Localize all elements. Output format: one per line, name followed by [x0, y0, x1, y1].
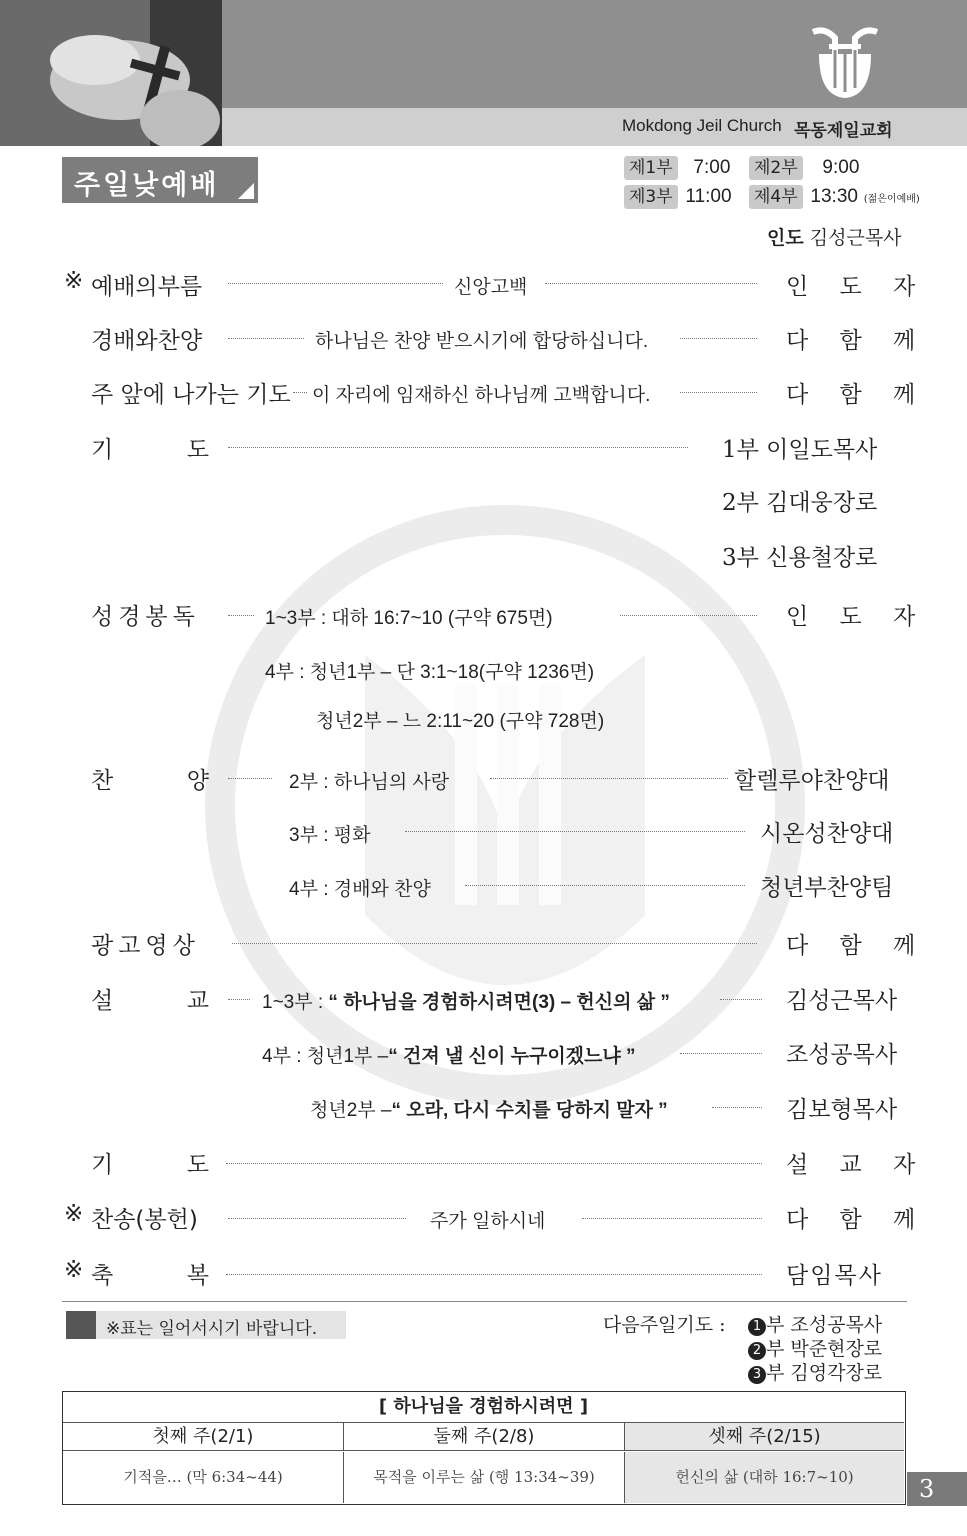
section-divider: [62, 1301, 907, 1302]
prayer-char: 기: [91, 1152, 114, 1178]
next-prayer-1: [748, 1310, 882, 1337]
leader-dots: [680, 1053, 762, 1054]
scripture-reading: 성경봉독: [91, 604, 200, 630]
choir-item-1: 2부 : 하나님의 사랑: [289, 772, 450, 793]
sermon-item-1: [262, 987, 670, 1014]
praise-assignee: 다 함 께: [786, 328, 928, 354]
service-time-1: [624, 156, 730, 180]
closing-prayer-label: [91, 1146, 209, 1179]
leader-dots: [490, 778, 728, 779]
service-label: 제2부: [749, 156, 803, 180]
choir-group-3: 청년부찬양팀: [760, 875, 894, 901]
hymn-assignee: 다 함 께: [786, 1207, 928, 1233]
choir-group-1: 할렐루야찬양대: [734, 768, 890, 794]
standing-note-text: ※표는 일어서시기 바랍니다.: [106, 1319, 318, 1339]
next-prayer-label: 다음주일기도 :: [603, 1314, 726, 1336]
announcement-video: 광고영상: [91, 933, 200, 959]
leader-dots: [226, 1163, 762, 1164]
leader-dots: [405, 831, 745, 832]
leader-dots: [232, 943, 757, 944]
service-label: 제3부: [624, 185, 678, 209]
blessing-label: [91, 1257, 209, 1290]
sermon-title: “ 건져 낼 신이 누구이겠느냐 ”: [388, 1046, 636, 1067]
number-badge: 2: [748, 1342, 766, 1360]
sermon-label: [91, 982, 209, 1015]
series-column-2: 둘째 주(2/8): [344, 1423, 625, 1451]
next-prayer-2: [748, 1334, 882, 1361]
leader-dots: [228, 615, 254, 616]
choir-group-2: 시온성찬양대: [760, 821, 894, 847]
note-square-icon: [66, 1311, 96, 1339]
number-badge: 1: [748, 1318, 766, 1336]
sermon-title: “ 오라, 다시 수치를 당하지 말자 ”: [391, 1100, 668, 1121]
choir-label: [91, 762, 209, 795]
leader-name: 김성근목사: [809, 227, 902, 249]
prayer-assignee-2: 2부 김대웅장로: [722, 490, 878, 516]
leader-dots: [228, 283, 443, 284]
next-prayer-3: [748, 1358, 882, 1385]
series-column-1: 첫째 주(2/1): [63, 1423, 344, 1451]
series-column-3: 셋째 주(2/15): [625, 1423, 904, 1451]
leader-dots: [680, 392, 757, 393]
praise-detail: 하나님은 찬양 받으시기에 합당하십니다.: [315, 331, 649, 352]
service-label: 제1부: [624, 156, 678, 180]
call-detail: 신앙고백: [454, 277, 528, 298]
hymn-offering: 찬송(봉헌): [91, 1207, 198, 1233]
leader-dots: [545, 283, 757, 284]
lyre-icon: [805, 22, 885, 102]
scripture-line-3: 청년2부 – 느 2:11~20 (구약 728면): [316, 711, 605, 732]
leader-dots: [582, 1218, 762, 1219]
prayer-assignee-1: 1부 이일도목사: [722, 437, 878, 463]
sermon-prefix: 4부 : 청년1부 –: [262, 1046, 389, 1067]
leader-dots: [720, 999, 762, 1000]
lyre-watermark-icon: [205, 505, 805, 1105]
prayer-assignee-3: 3부 신용철장로: [722, 545, 878, 571]
call-assignee: 인 도 자: [786, 274, 928, 300]
leader-dots: [228, 1218, 406, 1219]
leader-dots: [226, 1274, 762, 1275]
scripture-line-1: 1~3부 : 대하 16:7~10 (구약 675면): [265, 608, 553, 629]
sermon-prefix: 청년2부 –: [310, 1100, 392, 1121]
leader-dots: [228, 999, 250, 1000]
prayer-char: 도: [186, 437, 209, 463]
leader-dots: [620, 615, 757, 616]
worship-leader: [767, 223, 902, 250]
leader-dots: [465, 885, 745, 886]
corner-triangle-icon: [238, 183, 254, 199]
next-prayer-text: 부 조성공목사: [766, 1314, 883, 1336]
church-name-ko: 목동제일교회: [794, 121, 893, 140]
page-number: 3: [907, 1472, 967, 1506]
sermon-char: 설: [91, 988, 114, 1014]
sermon-prefix: 1~3부 :: [262, 992, 329, 1013]
blessing-assignee: 담임목사: [786, 1263, 883, 1289]
sermon-item-3: [310, 1095, 668, 1122]
service-time-4: [749, 185, 920, 209]
hymn-mark: ※: [64, 1201, 84, 1227]
blessing-char: 복: [186, 1263, 209, 1289]
series-title: [ 하나님을 경험하시려면 ]: [63, 1392, 904, 1423]
scripture-line-2: 4부 : 청년1부 – 단 3:1~18(구약 1236면): [265, 662, 595, 683]
sermon-series-table: [62, 1391, 906, 1505]
approach-prayer: 주 앞에 나가는 기도: [91, 382, 291, 408]
page-title: 주일낮예배: [74, 170, 220, 201]
video-assignee: 다 함 께: [786, 933, 928, 959]
closing-prayer-assignee: 설 교 자: [786, 1152, 928, 1178]
scripture-assignee: 인 도 자: [786, 604, 928, 630]
standing-note: [66, 1311, 346, 1339]
leader-dots: [228, 338, 304, 339]
praying-hands-cross-photo: [0, 0, 222, 146]
series-cell-2: 목적을 이루는 삶 (행 13:34~39): [344, 1452, 625, 1503]
prayer-label: [91, 431, 209, 464]
service-label: 제4부: [749, 185, 803, 209]
blessing-char: 축: [91, 1263, 114, 1289]
hymn-title: 주가 일하시네: [430, 1211, 546, 1232]
service-time: 11:00: [685, 186, 732, 207]
church-name-en: Mokdong Jeil Church: [622, 116, 782, 135]
service-time: 9:00: [822, 157, 860, 178]
sermon-preacher-3: 김보형목사: [786, 1097, 898, 1123]
series-cell-3: 헌신의 삶 (대하 16:7~10): [625, 1452, 904, 1503]
call-to-worship: 예배의부름: [91, 274, 203, 300]
sermon-preacher-1: 김성근목사: [786, 988, 898, 1014]
sermon-preacher-2: 조성공목사: [786, 1042, 898, 1068]
next-prayer-text: 부 김영각장로: [766, 1362, 883, 1384]
choir-item-3: 4부 : 경배와 찬양: [289, 879, 431, 900]
service-time: 7:00: [693, 157, 731, 178]
leader-dots: [712, 1107, 762, 1108]
service-time-3: [624, 185, 732, 209]
praise-worship: 경배와찬양: [91, 328, 203, 354]
leader-dots: [228, 778, 272, 779]
header-photo: [0, 0, 222, 146]
prayer-char: 도: [186, 1152, 209, 1178]
choir-item-2: 3부 : 평화: [289, 825, 371, 846]
choir-char: 찬: [91, 768, 114, 794]
service-time-2: [749, 156, 859, 180]
blessing-mark: ※: [64, 1257, 84, 1283]
approach-assignee: 다 함 께: [786, 382, 928, 408]
leader-role: 인도: [767, 227, 804, 249]
leader-dots: [680, 338, 757, 339]
call-mark: ※: [64, 268, 84, 294]
leader-dots: [228, 447, 688, 448]
page-title-box: [62, 157, 258, 203]
sermon-char: 교: [186, 988, 209, 1014]
service-time: 13:30: [810, 186, 858, 207]
sermon-title: “ 하나님을 경험하시려면(3) – 헌신의 삶 ”: [328, 992, 670, 1013]
service-note: (젊은이예배): [863, 194, 920, 205]
number-badge: 3: [748, 1366, 766, 1384]
approach-detail: 이 자리에 임재하신 하나님께 고백합니다.: [312, 385, 651, 406]
prayer-char: 기: [91, 437, 114, 463]
leader-dots: [293, 392, 307, 393]
series-cell-1: 기적을… (막 6:34~44): [63, 1452, 344, 1503]
next-prayer-text: 부 박준현장로: [766, 1338, 883, 1360]
sermon-item-2: [262, 1041, 636, 1068]
choir-char: 양: [186, 768, 209, 794]
